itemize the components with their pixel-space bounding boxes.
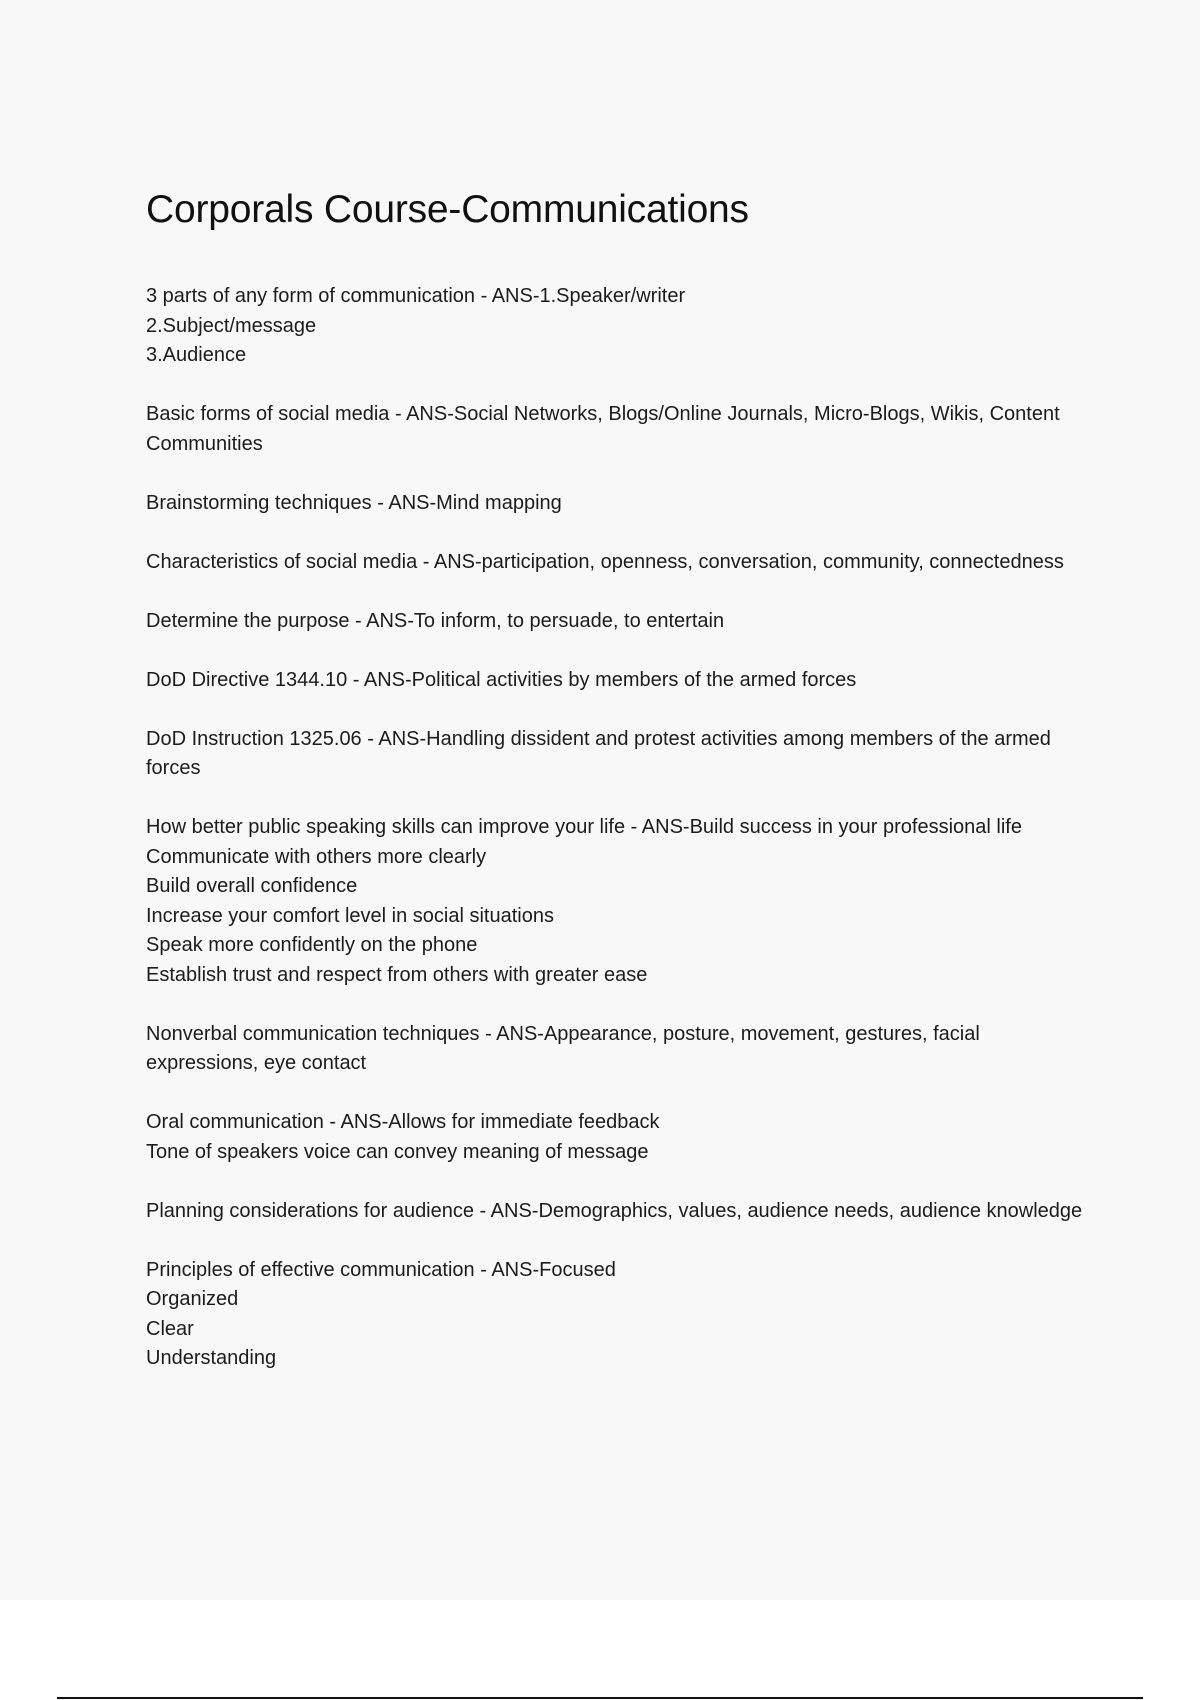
document-content [146,182,1096,1403]
entry-answer: participation, openness, conversation, community, connectedness [481,550,1064,573]
entry-term: Basic forms of social media [146,403,390,425]
entry-extra-line: Speak more confidently on the phone [146,934,478,956]
qa-entry [146,400,1096,459]
entry-separator: - ANS- [361,727,427,750]
entry-first-line [146,666,1096,696]
entry-separator: - ANS- [389,403,454,425]
entry-answer: Demographics, values, audience needs, audience knowledge [538,1199,1083,1222]
entry-term: Principles of effective communication [146,1258,475,1281]
footer-rule [57,1697,1143,1699]
entry-separator: - ANS- [625,816,690,838]
entry-answer: Mind mapping [436,491,562,514]
entry-first-line [146,725,1096,784]
entry-extra-line: 3.Audience [146,344,247,366]
entry-first-line [146,282,1096,312]
entry-term: Nonverbal communication techniques [146,1022,480,1045]
entry-separator: - ANS- [323,1111,389,1133]
entry-answer: To inform, to persuade, to entertain [413,609,725,632]
entry-term: DoD Instruction 1325.06 [146,727,362,750]
entry-first-line [146,607,1096,637]
entry-answer: Focused [539,1258,616,1281]
qa-entry [146,725,1096,784]
qa-entry [146,548,1096,578]
entry-extra-line: Understanding [146,1347,277,1369]
document-title: Corporals Course-Communications [146,188,749,231]
entry-extra-line: Communicate with others more clearly [146,845,487,868]
qa-entry [146,1197,1096,1227]
entry-separator: - ANS- [475,285,540,307]
entry-answer: Appearance, posture, movement, gestures, facial expressions, eye contact [146,1022,980,1074]
qa-entry [146,1108,1096,1167]
entry-first-line [146,1256,1096,1286]
entry-extra-line: Establish trust and respect from others with greater ease [146,963,648,986]
qa-entry [146,813,1096,990]
entry-answer: 1.Speaker/writer [539,285,686,307]
entry-term: 3 parts of any form of communication [146,285,476,307]
entry-separator: - ANS- [479,1022,544,1045]
entry-term: Determine the purpose [146,609,350,632]
qa-entry [146,282,1096,371]
entry-term: Brainstorming techniques [146,491,372,514]
entry-extra-line: 2.Subject/message [146,314,317,337]
entry-separator: - ANS- [347,668,412,691]
entry-extra-line: Clear [146,1317,194,1340]
entry-first-line [146,489,1096,519]
qa-entry [146,607,1096,637]
entry-first-line [146,548,1096,578]
qa-entry [146,1256,1096,1374]
entry-separator: - ANS- [349,609,414,632]
entry-separator: - ANS- [371,491,437,514]
entry-extra-line: Tone of speakers voice can convey meaning of message [146,1140,649,1163]
entry-term: How better public speaking skills can improve your life [146,816,626,838]
qa-entry [146,666,1096,696]
entry-first-line [146,1108,1096,1138]
qa-entry [146,1020,1096,1079]
entry-term: DoD Directive 1344.10 [146,668,348,691]
entry-answer: Social Networks, Blogs/Online Journals, Micro-Blogs, Wikis, Content Communities [146,403,1060,455]
entry-separator: - ANS- [417,550,482,573]
entry-first-line [146,400,1096,459]
entry-extra-line: Build overall confidence [146,875,358,897]
entry-answer: Build success in your professional life [689,816,1022,838]
entry-answer: Political activities by members of the armed forces [411,668,857,691]
entry-separator: - ANS- [474,1199,539,1222]
entry-first-line [146,813,1096,843]
entry-answer: Allows for immediate feedback [388,1111,660,1133]
entry-answer: Handling dissident and protest activities among members of the armed forces [146,727,1051,779]
entry-term: Planning considerations for audience [146,1199,474,1222]
entry-first-line [146,1197,1096,1227]
qa-entry [146,489,1096,519]
entry-separator: - ANS- [474,1258,540,1281]
entry-term: Characteristics of social media [146,550,418,573]
entry-term: Oral communication [146,1111,324,1133]
entry-first-line [146,1020,1096,1079]
entry-extra-line: Organized [146,1288,239,1310]
entry-extra-line: Increase your comfort level in social situations [146,904,554,927]
